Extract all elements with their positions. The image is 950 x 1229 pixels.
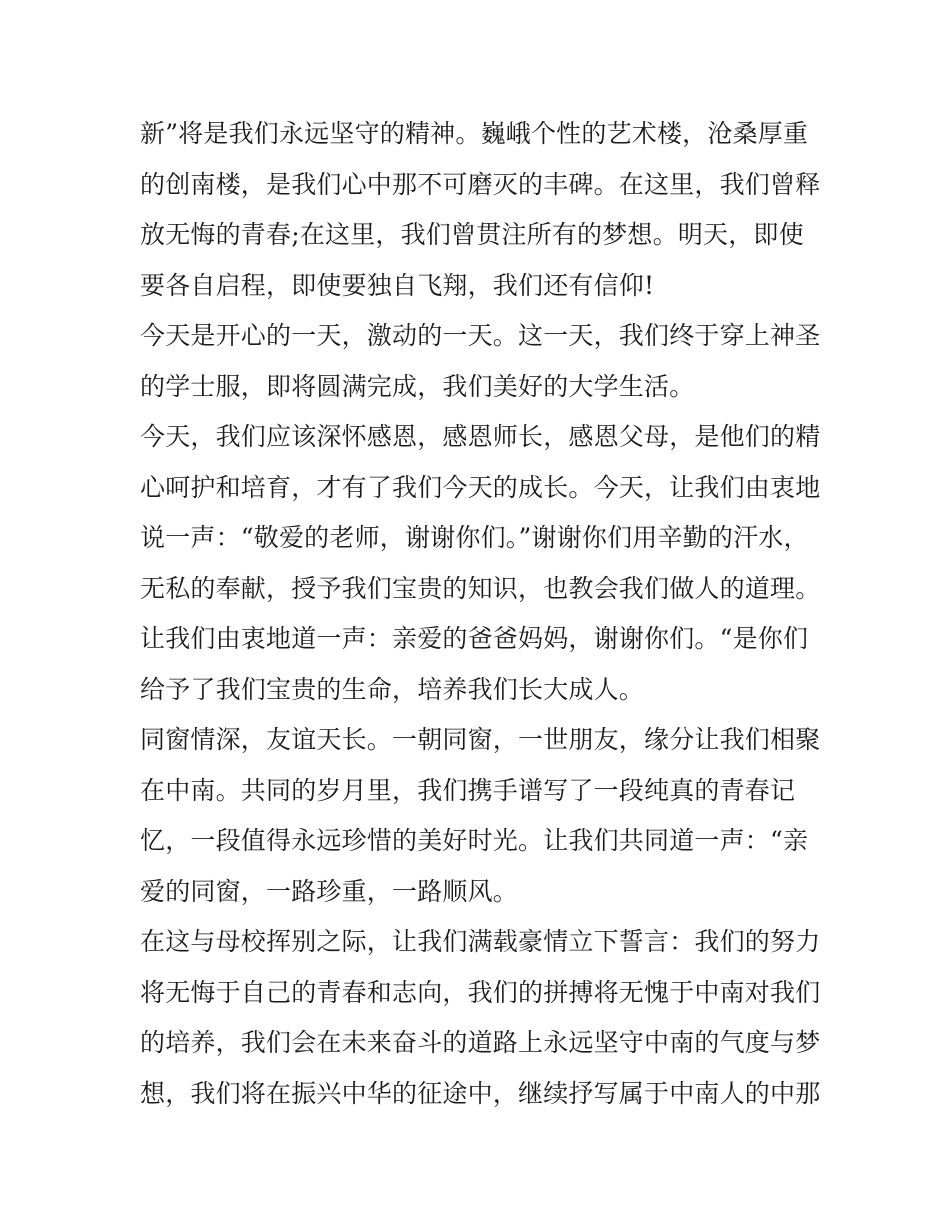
text-line: 同窗情深，友谊天长。一朝同窗，一世朋友，缘分让我们相聚 [140, 725, 821, 754]
text-line: 心呵护和培育，才有了我们今天的成长。今天，让我们由衷地 [140, 472, 821, 502]
text-line: 说一声：“敬爱的老师，谢谢你们。”谢谢你们用辛勤的汗水， [140, 523, 809, 552]
text-line: 给予了我们宝贵的生命，培养我们长大成人。 [140, 674, 645, 704]
text-line: 今天，我们应该深怀感恩，感恩师长，感恩父母，是他们的精 [140, 422, 821, 451]
text-line: 的培养，我们会在未来奋斗的道路上永远坚守中南的气度与梦 [140, 1028, 821, 1057]
text-line: 忆，一段值得永远珍惜的美好时光。让我们共同道一声：“亲 [140, 826, 809, 855]
text-line: 新”将是我们永远坚守的精神。巍峨个性的艺术楼，沧桑厚重 [140, 119, 809, 148]
text-line: 在这与母校挥别之际，让我们满载豪情立下誓言：我们的努力 [140, 927, 821, 956]
text-line: 放无悔的青春;在这里，我们曾贯注所有的梦想。明天，即使 [140, 220, 804, 249]
text-line: 想，我们将在振兴中华的征途中，继续抒写属于中南人的中那 [140, 1078, 821, 1108]
text-line: 将无悔于自己的青春和志向，我们的拼搏将无愧于中南对我们 [140, 977, 821, 1007]
text-line: 的创南楼，是我们心中那不可磨灭的丰碑。在这里，我们曾释 [140, 169, 821, 199]
text-line: 要各自启程，即使要独自飞翔，我们还有信仰! [140, 270, 655, 300]
text-line: 让我们由衷地道一声：亲爱的爸爸妈妈，谢谢你们。“是你们 [140, 624, 809, 653]
document-text [140, 109, 820, 1119]
text-line: 在中南。共同的岁月里，我们携手谱写了一段纯真的青春记 [140, 775, 796, 805]
text-line: 无私的奉献，授予我们宝贵的知识，也教会我们做人的道理。 [140, 573, 821, 603]
text-line: 的学士服，即将圆满完成，我们美好的大学生活。 [140, 371, 695, 401]
text-line: 爱的同窗，一路珍重，一路顺风。 [140, 876, 519, 906]
text-line: 今天是开心的一天，激动的一天。这一天，我们终于穿上神圣 [140, 321, 821, 350]
